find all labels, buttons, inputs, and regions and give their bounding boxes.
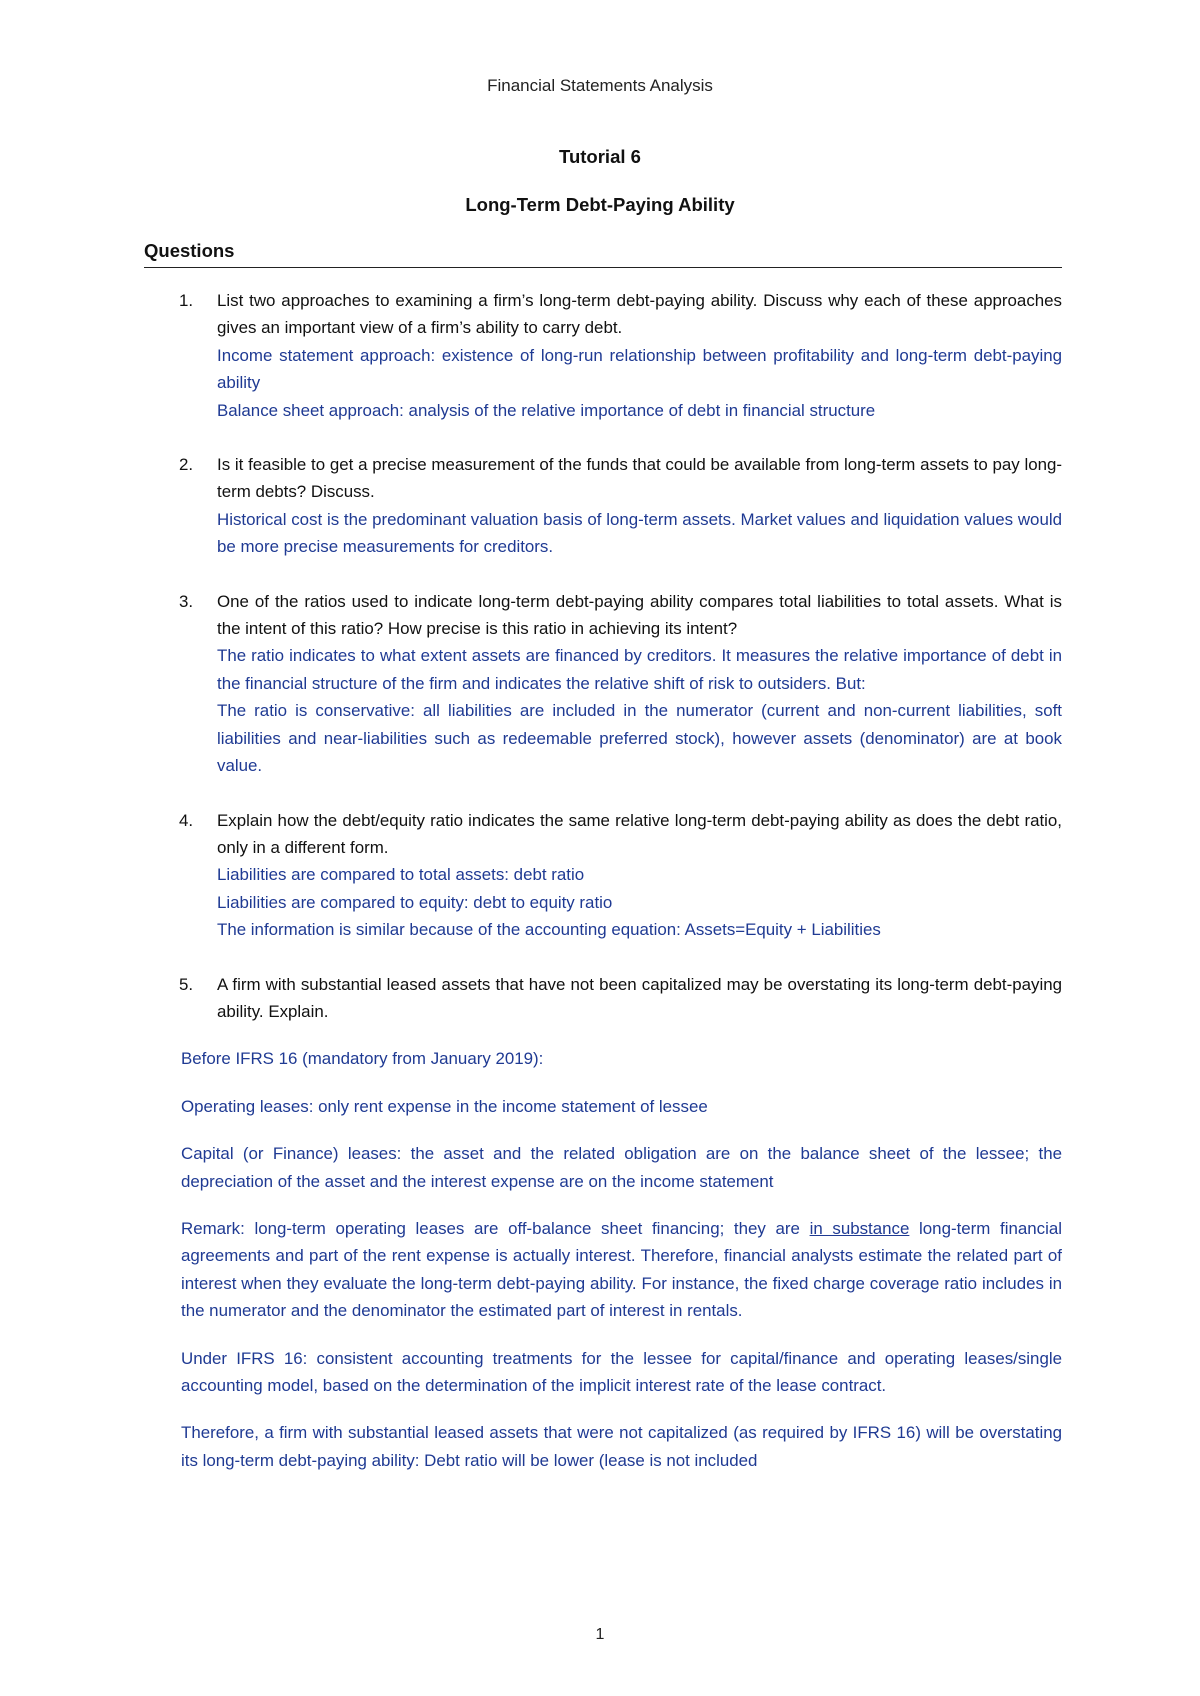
question-5 [144, 971, 1062, 1026]
q5-answer-paragraph: Before IFRS 16 (mandatory from January 2019): [181, 1049, 544, 1069]
question-text: List two approaches to examining a firm’s long-term debt-paying ability. Discuss why each of these approaches gives an important view of a firm’s ability to carry debt. [217, 291, 1062, 338]
question-1 [144, 287, 1062, 424]
answer-line: The ratio indicates to what extent assets are financed by creditors. It measures the relative importance of debt in the financial structure of the firm and indicates the relative shift of risk to outsiders. But: [217, 646, 1062, 693]
question-text: One of the ratios used to indicate long-term debt-paying ability compares total liabilities to total assets. What is the intent of this ratio? How precise is this ratio in achieving its intent? [217, 591, 1062, 639]
answer-line: Historical cost is the predominant valuation basis of long-term assets. Market values and liquidation values would be more precise measurements for creditors. [217, 509, 1062, 557]
question-4 [144, 807, 1062, 944]
answer-line: Liabilities are compared to total assets: debt ratio [217, 865, 585, 885]
q5-answer-paragraph: Operating leases: only rent expense in the income statement of lessee [181, 1096, 708, 1116]
tutorial-subtitle: Long-Term Debt-Paying Ability [465, 194, 735, 215]
remark-text-start: Remark: long-term operating leases are off-balance sheet financing; they are [181, 1218, 810, 1238]
answer-line: Income statement approach: existence of long-run relationship between profitability and long-term debt-paying ability [217, 345, 1062, 393]
q5-answer-paragraph: Under IFRS 16: consistent accounting treatments for the lessee for capital/finance and operating leases/single accounting model, based on the determination of the implicit interest rate of the lease contract. [181, 1348, 1062, 1395]
answer-line: Liabilities are compared to equity: debt to equity ratio [217, 892, 613, 912]
question-2 [144, 451, 1062, 561]
tutorial-title: Tutorial 6 [559, 146, 641, 167]
question-number: 3. [179, 591, 194, 611]
question-text: A firm with substantial leased assets that have not been capitalized may be overstating its long-term debt-paying ability. Explain. [217, 974, 1062, 1021]
remark-text-end: long-term financial agreements and part of the rent expense is actually interest. Therefore, financial analysts estimate the related part of interest when they evaluate the long-term debt-paying ability. For instance, the fixed charge coverage ratio includes in the numerator and the denominator the estimated part of interest in rentals. [181, 1218, 1062, 1321]
answer-line: The ratio is conservative: all liabilities are included in the numerator (current and non-current liabilities, soft liabilities and near-liabilities such as redeemable preferred stock), however assets (denominator) are at book value. [217, 701, 1062, 776]
page-number: 1 [595, 1626, 605, 1643]
running-header: Financial Statements Analysis [487, 76, 713, 95]
remark-underlined-text: in substance [809, 1218, 910, 1238]
q5-answer-paragraph: Therefore, a firm with substantial leased assets that were not capitalized (as required by IFRS 16) will be overstating its long-term debt-paying ability: Debt ratio will be lower (lease is not included [181, 1423, 1062, 1470]
question-number: 2. [179, 455, 194, 475]
question-number: 4. [179, 810, 194, 830]
answer-line: Balance sheet approach: analysis of the relative importance of debt in financial structure [217, 400, 876, 420]
question-text: Explain how the debt/equity ratio indicates the same relative long-term debt-paying ability as does the debt ratio, only in a different form. [217, 810, 1062, 857]
questions-heading: Questions [144, 240, 1062, 268]
question-text: Is it feasible to get a precise measurement of the funds that could be available from long-term assets to pay long-term debts? Discuss. [217, 455, 1062, 502]
question-3 [144, 588, 1062, 780]
question-number: 1. [179, 291, 194, 310]
questions-content [144, 287, 1062, 1474]
q5-answer-paragraph-remark [181, 1215, 1062, 1325]
question-number: 5. [179, 974, 194, 994]
answer-line: The information is similar because of the accounting equation: Assets=Equity + Liabilities [217, 920, 881, 940]
q5-answer-paragraph: Capital (or Finance) leases: the asset and the related obligation are on the balance sheet of the lessee; the depreciation of the asset and the interest expense are on the income statement [181, 1144, 1062, 1191]
